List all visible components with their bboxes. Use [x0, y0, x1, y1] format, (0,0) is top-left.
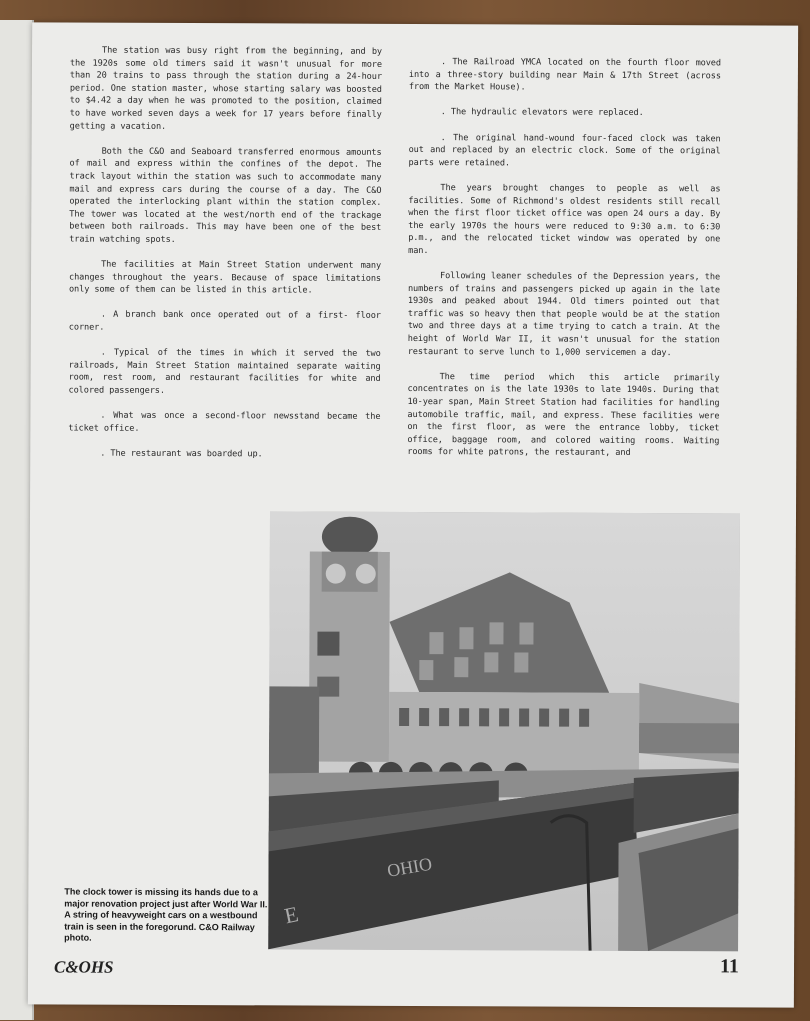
right-column	[407, 56, 721, 473]
list-item: . Typical of the times in which it served the two railroads, Main Street Station maintained separate waiting room, rest room, and restaurant facilities for white and colored passengers.	[68, 347, 381, 396]
paragraph: The station was busy right from the beginning, and by the 1920s some old timers said it wasn't unusual for more than 20 trains to pass through the station during a 24-hour period. One station master, whose starting salary was boosted to $4.42 a day when he was promoted to the position, claimed to have worked seven days a week for 17 years before finally getting a vacation.	[69, 45, 383, 132]
paragraph: The years brought changes to people as well as facilities. Some of Richmond's oldest residents still recall when the first floor ticket office was open 24 ours a day. By the early 1970s the hours were reduced to 9:30 a.m. to 6:30 p.m., and the relocated ticket window was operated by one man.	[408, 183, 721, 256]
station-illustration	[268, 511, 740, 951]
list-item: . The original hand-wound four-faced clock was taken out and replaced by an electric clock. Some of the original parts were retained.	[408, 132, 721, 169]
list-item: . The restaurant was boarded up.	[100, 448, 263, 460]
list-item: . A branch bank once operated out of a first- floor corner.	[68, 310, 381, 333]
station-photo	[268, 511, 740, 951]
car-letter: E	[282, 901, 301, 929]
photo-caption: The clock tower is missing its hands due to a major renovation project just after World War II. A string of heavyweight cars on a westbound train is seen in the foregorund. C&O Railway photo.	[64, 886, 268, 943]
left-column	[68, 44, 382, 474]
list-item: . The hydraulic elevators were replaced.	[440, 107, 644, 119]
publication-logo: C&OHS	[53, 957, 114, 977]
magazine-page	[28, 22, 798, 1007]
car-lettering: OHIO	[385, 853, 434, 881]
paragraph: Both the C&O and Seaboard transferred enormous amounts of mail and express within the confines of the depot. The track layout within the station was such to accommodate many mail and express cars during the course of a day. The C&O operated the interlocking plant within the station complex. The tower was located at the west/north end of the trackage between both railroads. This may have been one of the best train watching spots.	[69, 146, 382, 245]
paragraph: The facilities at Main Street Station underwent many changes throughout the years. Because of space limitations only some of them can be listed in this article.	[68, 259, 382, 296]
page-number: 11	[719, 955, 739, 978]
paragraph: The time period which this article primarily concentrates on is the late 1930s to late 1940s. During that 10-year span, Main Street Station had facilities for handling automobile traffic, mail, and express. These facilities were on the first floor, as were the entrance lobby, ticket office, baggage room, and colored waiting rooms. Waiting rooms for white patrons, the restaurant, and	[407, 371, 720, 459]
list-item: . The Railroad YMCA located on the fourth floor moved into a three-story building near Main & 17th Street (across from the Market House).	[408, 57, 721, 93]
list-item: . What was once a second-floor newsstand became the ticket office.	[68, 410, 381, 434]
paragraph: Following leaner schedules of the Depression years, the numbers of trains and passengers picked up again in the late 1930s and peaked about 1944. Old timers pointed out that traffic was so heavy then that people would be at the station two and three days at a time trying to catch a train. At the height of World War II, it wasn't unusual for the station restaurant to serve lunch to 1,000 servicemen a day.	[407, 271, 721, 358]
